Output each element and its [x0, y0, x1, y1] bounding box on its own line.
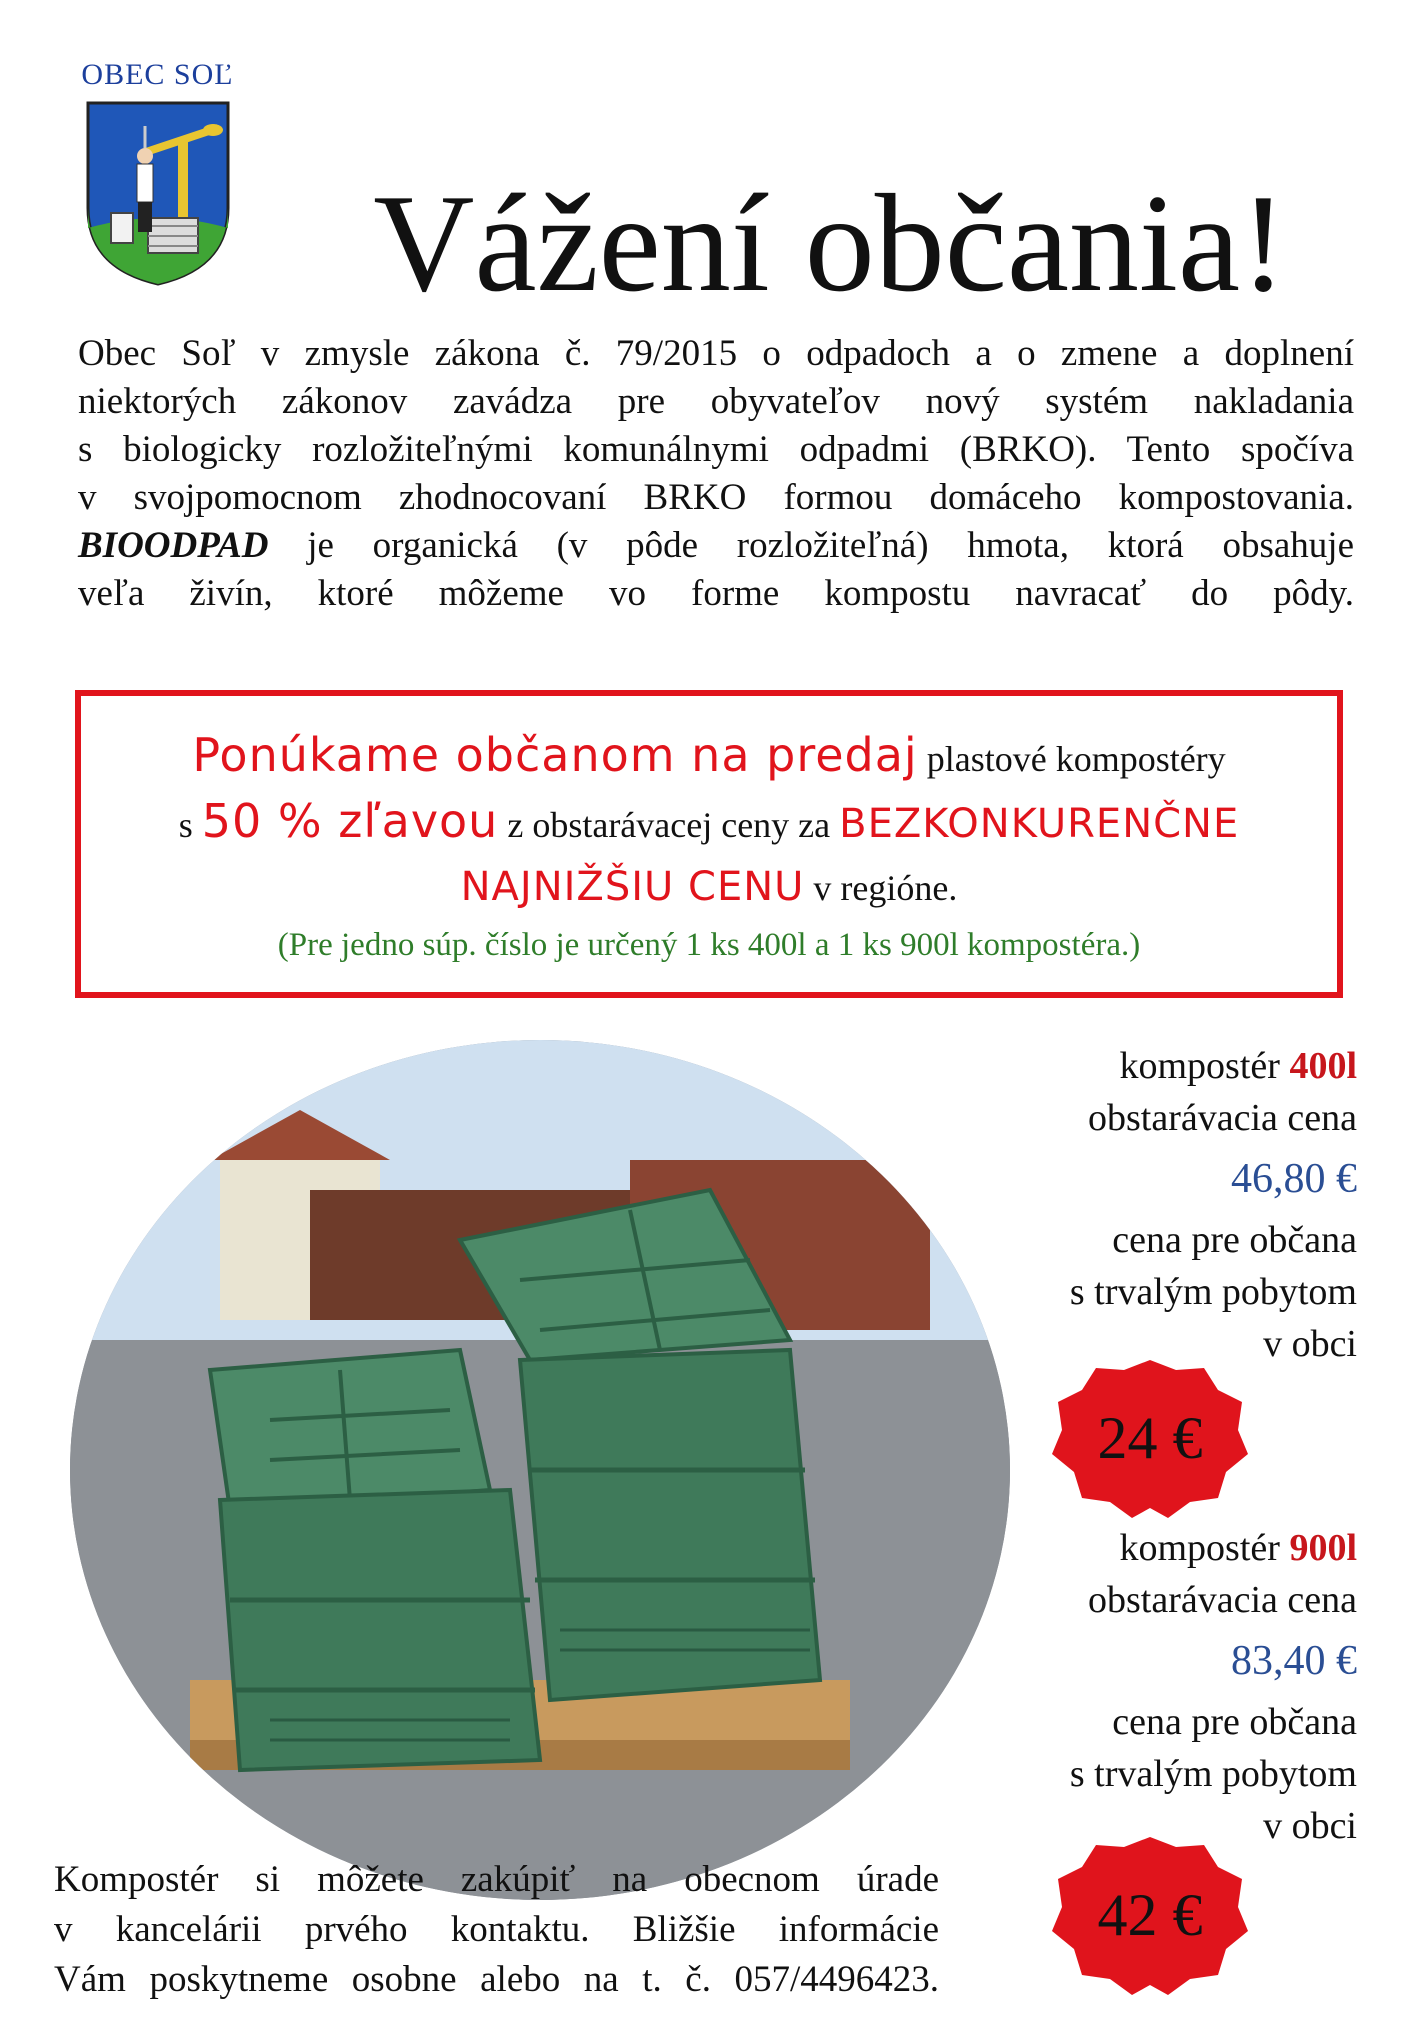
- coat-of-arms-icon: [83, 98, 233, 288]
- product-size: 400l: [1289, 1045, 1357, 1087]
- product-label: kompostér: [1119, 1045, 1290, 1087]
- footer-line: v kancelárii prvého kontaktu. Bližšie informácie: [54, 1909, 939, 1950]
- offer-text: s: [178, 805, 202, 845]
- citizen-price-label: cena pre občana: [1112, 1701, 1357, 1743]
- price-seal-400: [1050, 1358, 1250, 1518]
- composter-photo: [70, 1040, 1010, 1900]
- footer-line: Kompostér si môžete zakúpiť na obecnom úrade: [54, 1859, 939, 1900]
- price-block-900: [977, 1522, 1357, 1852]
- offer-box: [75, 690, 1343, 998]
- offer-line: [81, 724, 1337, 790]
- intro-line: s biologicky rozložiteľnými komunálnymi odpadmi (BRKO). Tento spočíva: [78, 429, 1354, 470]
- price-block-400: [977, 1040, 1357, 1370]
- intro-line: v svojpomocnom zhodnocovaní BRKO formou domáceho kompostovania.: [78, 477, 1354, 518]
- citizen-price-label: cena pre občana: [1112, 1219, 1357, 1261]
- offer-emphasis: NAJNIŽŠIU CENU: [460, 864, 805, 910]
- citizen-price-label: s trvalým pobytom: [1069, 1271, 1357, 1313]
- municipality-crest: [70, 58, 245, 288]
- product-size: 900l: [1289, 1527, 1357, 1569]
- product-title: [977, 1040, 1357, 1092]
- citizen-price: 24 €: [1097, 1404, 1203, 1471]
- offer-headline: Ponúkame občanom na predaj: [192, 728, 918, 782]
- intro-line: veľa živín, ktoré môžeme vo forme kompostu navracať do pôdy.: [78, 573, 1354, 614]
- citizen-price-label: v obci: [1263, 1805, 1357, 1847]
- product-title: [977, 1522, 1357, 1574]
- offer-emphasis: BEZKONKURENČNE: [839, 801, 1240, 847]
- offer-text: v regióne.: [804, 868, 958, 908]
- intro-line: Obec Soľ v zmysle zákona č. 79/2015 o odpadoch a o zmene a doplnení: [78, 333, 1354, 374]
- page-title: Vážení občania!: [373, 165, 1287, 321]
- offer-text: plastové kompostéry: [917, 739, 1226, 779]
- citizen-price-label: s trvalým pobytom: [1069, 1753, 1357, 1795]
- intro-line-rest: je organická (v pôde rozložiteľná) hmota, ktorá obsahuje: [268, 525, 1354, 566]
- intro-line: [78, 522, 1354, 570]
- product-label: kompostér: [1119, 1527, 1290, 1569]
- citizen-price: 42 €: [1097, 1881, 1203, 1948]
- offer-line: [81, 856, 1337, 919]
- citizen-price-label: v obci: [1263, 1323, 1357, 1365]
- bioodpad-term: BIOODPAD: [78, 525, 269, 566]
- footer-line: Vám poskytneme osobne alebo na t. č. 057/4496423.: [54, 1959, 939, 2000]
- discount-text: 50 % zľavou: [201, 794, 499, 848]
- price-label: obstarávacia cena: [1088, 1097, 1357, 1139]
- crest-label: OBEC SOĽ: [81, 58, 234, 91]
- offer-line: [81, 790, 1337, 856]
- footer-info: [54, 1855, 939, 2005]
- price-seal-900: [1050, 1835, 1250, 1995]
- acquisition-price: 46,80 €: [1231, 1156, 1357, 1202]
- offer-note: (Pre jedno súp. číslo je určený 1 ks 400l a 1 ks 900l kompostéra.): [277, 927, 1141, 963]
- intro-line: niektorých zákonov zavádza pre obyvateľov nový systém nakladania: [78, 381, 1354, 422]
- offer-text: z obstarávacej ceny za: [498, 805, 840, 845]
- acquisition-price: 83,40 €: [1231, 1638, 1357, 1684]
- price-label: obstarávacia cena: [1088, 1579, 1357, 1621]
- intro-paragraph: [78, 330, 1354, 618]
